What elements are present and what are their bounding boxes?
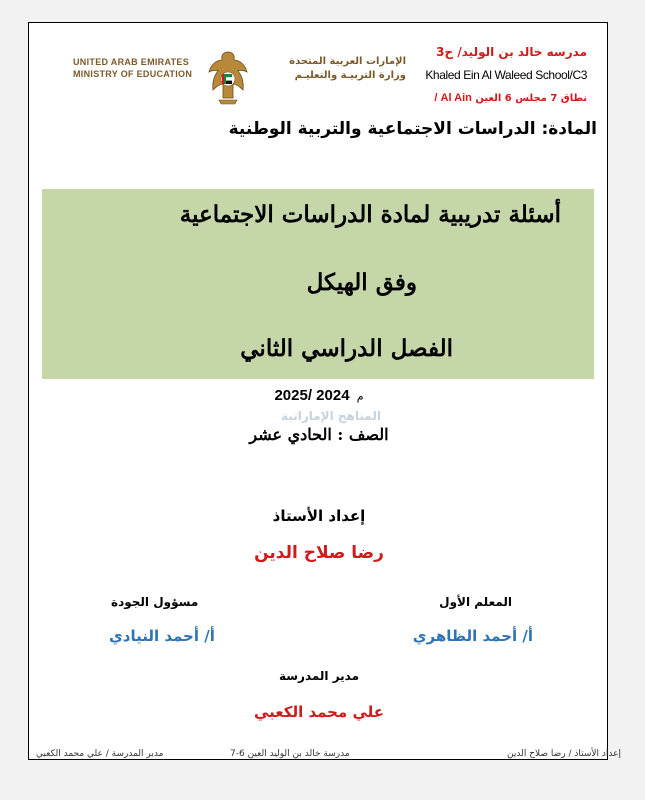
quality-officer-name: أ/ أحمد النيادي — [109, 627, 215, 645]
year-suffix: م — [356, 391, 364, 403]
school-name-en: Khaled Ein Al Waleed School/C3 — [425, 68, 587, 82]
footer-right: إعداد الأستاذ / رضا صلاح الدين — [507, 749, 621, 759]
ministry-name-ar — [286, 55, 406, 83]
quality-officer-label: مسؤول الجودة — [111, 595, 199, 609]
zone-en: Al Ain / — [434, 92, 472, 104]
first-teacher-label: المعلم الأول — [439, 595, 512, 609]
ministry-en-line2: MINISTRY OF EDUCATION — [73, 69, 193, 79]
ministry-ar-line1: الإمارات العربية المتحدة — [289, 56, 406, 67]
principal-name: علي محمد الكعبي — [253, 703, 385, 721]
principal-label: مدير المدرسة — [278, 669, 360, 683]
title-line-2: وفق الهيكل — [306, 269, 417, 296]
uae-emblem-icon — [205, 48, 251, 108]
footer-left: مدير المدرسة / علي محمد الكعبي — [36, 749, 164, 759]
first-teacher-name: أ/ أحمد الظاهري — [412, 627, 533, 645]
grade-label: الصف : الحادي عشر — [249, 425, 389, 444]
ministry-ar-line2: وزارة التربيـة والتعليـم — [294, 70, 406, 81]
school-name-ar: مدرسه خالد بن الوليد/ ح3 — [436, 45, 587, 59]
school-zone — [434, 92, 587, 104]
prepared-by-label: إعداد الأستاذ — [272, 507, 366, 525]
document-page — [28, 22, 608, 760]
title-line-3: الفصل الدراسي الثاني — [240, 335, 453, 362]
prepared-by-name: رضا صلاح الدين — [254, 543, 384, 563]
ministry-name-en — [73, 56, 192, 80]
subject-title: المادة: الدراسات الاجتماعية والتربية الوطنية — [228, 119, 597, 139]
year-value: 2024 /2025 — [274, 387, 350, 404]
zone-ar: نطاق 7 مجلس 6 العين — [475, 93, 587, 104]
title-line-1: أسئلة تدريبية لمادة الدراسات الاجتماعية — [179, 201, 561, 228]
watermark: المناهج الإماراتية — [281, 409, 381, 423]
ministry-en-line1: UNITED ARAB EMIRATES — [73, 57, 189, 67]
footer-center: مدرسة خالد بن الوليد العين 6-7 — [230, 749, 350, 759]
academic-year — [29, 387, 609, 404]
